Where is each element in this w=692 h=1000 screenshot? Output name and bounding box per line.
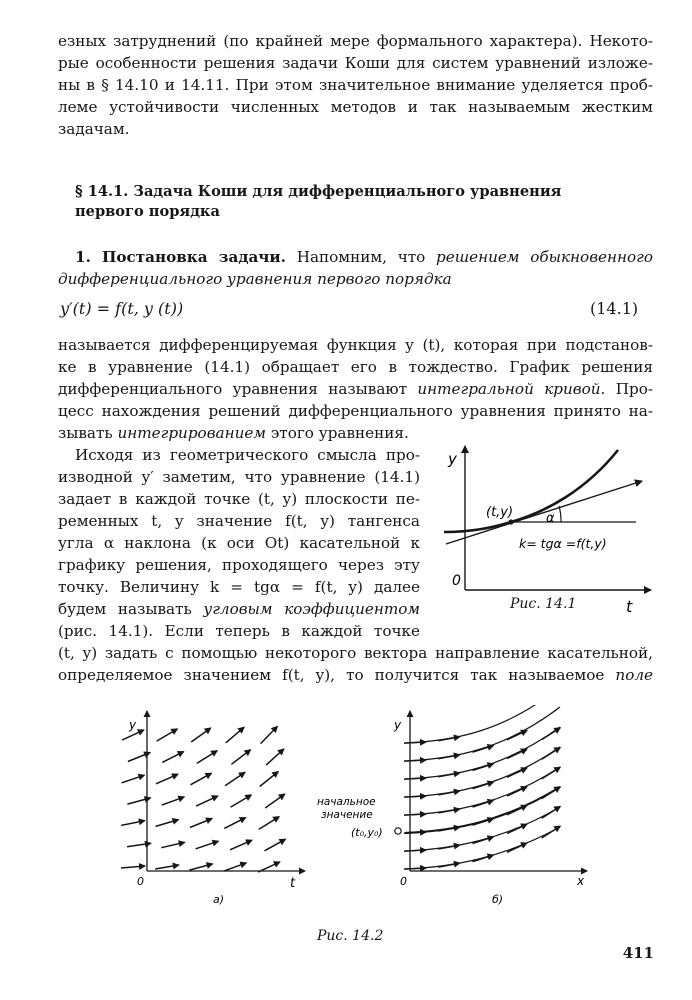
fig2b-integral-curve bbox=[405, 747, 560, 797]
para3-line-7: точку. Величину k = tgα = f(t, y) далее bbox=[58, 578, 420, 596]
para3-term-field: поле bbox=[615, 666, 653, 684]
fig2b-note-1: начальное bbox=[317, 796, 376, 808]
page-number: 411 bbox=[622, 944, 654, 962]
field-arrow bbox=[507, 805, 527, 814]
field-arrow bbox=[473, 837, 494, 844]
field-arrow bbox=[189, 864, 212, 870]
para3-line-4: ременных t, y значение f(t, y) тангенса bbox=[58, 512, 420, 530]
field-arrow bbox=[191, 773, 212, 785]
para3-line-5: угла α наклона (к оси Ot) касательной к bbox=[58, 534, 420, 552]
fig1-y-label: y bbox=[448, 450, 457, 468]
field-arrow bbox=[542, 747, 561, 759]
fig2-caption: Рис. 14.2 bbox=[317, 928, 384, 944]
field-arrow bbox=[404, 868, 426, 869]
fig2b-integral-curve bbox=[405, 707, 560, 761]
field-arrow bbox=[231, 795, 252, 807]
fig2b-integral-curve bbox=[405, 787, 560, 833]
section-title-line-1: § 14.1. Задача Коши для дифференциального уравнения bbox=[75, 183, 562, 200]
field-arrow bbox=[224, 818, 245, 829]
field-arrow bbox=[438, 845, 460, 849]
field-arrow bbox=[438, 755, 460, 759]
field-arrow bbox=[473, 746, 494, 753]
subsection-line-2 bbox=[58, 268, 653, 290]
fig1-t-label: t bbox=[626, 597, 633, 616]
intro-line-4: леме устойчивости численных методов и так называемым жестким bbox=[58, 98, 653, 116]
fig2a-x-label: t bbox=[290, 876, 296, 891]
field-arrow bbox=[266, 749, 284, 765]
fig1-point-marker bbox=[508, 519, 513, 524]
para2-line-3-b: Про- bbox=[605, 380, 653, 398]
field-arrow bbox=[156, 774, 178, 784]
figure-14-2a bbox=[115, 705, 315, 915]
fig2b-x-label: x bbox=[577, 874, 585, 888]
para2-line-5-b: этого уравнения. bbox=[265, 424, 409, 442]
field-arrow bbox=[155, 865, 179, 869]
para2-line-3-a: дифференциального уравнения называют bbox=[58, 380, 418, 398]
field-arrow bbox=[226, 727, 244, 743]
fig2b-note-2: значение bbox=[321, 809, 373, 821]
field-arrow bbox=[162, 752, 183, 763]
fig1-point-label: (t,y) bbox=[486, 505, 514, 520]
field-arrow bbox=[438, 773, 460, 777]
intro-line-1: езных затруднений (по крайней мере формального характера). Некото- bbox=[58, 32, 653, 50]
para2-line-4: цесс нахождения решений дифференциального уравнения принято на- bbox=[58, 402, 653, 420]
intro-line-5: задачам. bbox=[58, 120, 130, 138]
field-arrow bbox=[156, 820, 179, 827]
fig2b-integral-curve bbox=[405, 827, 560, 869]
field-arrow bbox=[162, 797, 185, 805]
field-arrow bbox=[196, 796, 218, 806]
field-arrow bbox=[507, 843, 527, 852]
field-arrow bbox=[507, 824, 527, 833]
field-arrow bbox=[265, 839, 286, 851]
para2-line-2: ке в уравнение (14.1) обращает его в тождество. График решения bbox=[58, 358, 653, 376]
field-arrow bbox=[259, 817, 279, 830]
subsection-italic-1: решением обыкновенного bbox=[436, 248, 653, 266]
para3-term-slope: угловым коэффициентом bbox=[203, 600, 420, 618]
para3-line-8 bbox=[58, 598, 420, 620]
field-arrow bbox=[404, 850, 426, 851]
field-arrow bbox=[122, 775, 145, 783]
field-arrow bbox=[161, 842, 184, 847]
field-arrow bbox=[260, 772, 279, 787]
para2-line-5-a: зывать bbox=[58, 424, 118, 442]
field-arrow bbox=[404, 778, 426, 779]
fig2a-y-label: y bbox=[129, 718, 137, 732]
field-arrow bbox=[438, 737, 460, 741]
fig2b-integral-curve bbox=[405, 767, 560, 815]
intro-line-3: ны в § 14.10 и 14.11. При этом значительное внимание уделяется проб- bbox=[58, 76, 653, 94]
fig2b-origin-label: 0 bbox=[400, 875, 407, 888]
para2-term-integral-curve: интегральной кривой. bbox=[417, 380, 606, 398]
field-arrow bbox=[507, 730, 527, 739]
field-arrow bbox=[191, 728, 211, 742]
para3-line-3: задает в каждой точке (t, y) плоскости пе- bbox=[58, 490, 420, 508]
field-arrow bbox=[542, 728, 561, 740]
fig2a-origin-label: 0 bbox=[137, 875, 144, 888]
intro-line-2: рые особенности решения задачи Коши для систем уравнений изложе- bbox=[58, 54, 653, 72]
field-arrow bbox=[265, 794, 285, 808]
field-arrow bbox=[507, 787, 527, 796]
field-arrow bbox=[404, 814, 426, 815]
field-arrow bbox=[542, 806, 561, 818]
field-arrow bbox=[473, 855, 494, 862]
fig2b-integral-curve bbox=[405, 727, 560, 779]
fig2b-initial-point bbox=[395, 828, 401, 834]
para2-line-1: называется дифференцируемая функция y (t), которая при подстанов- bbox=[58, 336, 653, 354]
field-arrow bbox=[190, 819, 212, 828]
fig1-formula: k= tgα =f(t,y) bbox=[519, 536, 607, 551]
field-arrow bbox=[231, 750, 250, 765]
fig2b-point-label: (t₀,y₀) bbox=[351, 826, 383, 839]
field-arrow bbox=[121, 866, 145, 868]
field-arrow bbox=[230, 840, 252, 850]
figure-14-2b bbox=[315, 705, 595, 915]
para3-line-8-a: будем называть bbox=[58, 600, 204, 618]
fig1-angle-label: α bbox=[546, 511, 555, 526]
fig1-caption: Рис. 14.1 bbox=[510, 596, 577, 612]
field-arrow bbox=[197, 751, 217, 764]
para3-line-11-a: определяемое значением f(t, y), то получится так называемое bbox=[58, 666, 616, 684]
fig1-origin-label: 0 bbox=[452, 573, 461, 589]
fig2b-y-label: y bbox=[394, 718, 402, 732]
field-arrow bbox=[261, 726, 278, 743]
fig2b-label: б) bbox=[492, 893, 504, 906]
field-arrow bbox=[507, 768, 527, 777]
fig2a-direction-field bbox=[121, 726, 286, 872]
equation-number: (14.1) bbox=[590, 299, 639, 318]
field-arrow bbox=[542, 767, 561, 779]
subsection-label: 1. Постановка задачи. bbox=[75, 248, 286, 266]
para3-line-6: графику решения, проходящего через эту bbox=[58, 556, 420, 574]
field-arrow bbox=[473, 782, 494, 789]
field-arrow bbox=[438, 809, 460, 813]
section-title-line-2: первого порядка bbox=[75, 203, 220, 220]
para2-term-integration: интегрированием bbox=[117, 424, 266, 442]
field-arrow bbox=[157, 729, 178, 741]
fig2b-direction-field bbox=[404, 705, 560, 869]
fig1-tangent-line bbox=[446, 481, 642, 544]
para3-line-1: Исходя из геометрического смысла про- bbox=[75, 446, 420, 464]
para3-line-11 bbox=[58, 664, 653, 686]
subsection-text: Напомним, что bbox=[285, 248, 437, 266]
field-arrow bbox=[225, 772, 245, 785]
para3-line-9: (рис. 14.1). Если теперь в каждой точке bbox=[58, 622, 420, 640]
para2-line-3 bbox=[58, 378, 653, 400]
field-arrow bbox=[404, 742, 426, 743]
fig1-integral-curve bbox=[444, 450, 618, 532]
fig2a-label: а) bbox=[213, 893, 225, 906]
field-arrow bbox=[404, 796, 426, 797]
field-arrow bbox=[542, 787, 561, 799]
field-arrow bbox=[121, 821, 145, 826]
field-arrow bbox=[438, 791, 460, 795]
field-arrow bbox=[196, 841, 219, 849]
field-arrow bbox=[404, 760, 426, 761]
subsection-italic-2: дифференциального уравнения первого порядка bbox=[58, 270, 452, 288]
para3-line-2: изводной y′ заметим, что уравнение (14.1) bbox=[58, 468, 420, 486]
fig2b-integral-curve bbox=[405, 705, 560, 743]
field-arrow bbox=[507, 749, 527, 758]
field-arrow bbox=[473, 800, 494, 807]
subsection-line-1 bbox=[75, 246, 653, 268]
fig1-angle-arc bbox=[559, 506, 561, 522]
field-arrow bbox=[473, 764, 494, 771]
field-arrow bbox=[542, 826, 561, 838]
para3-line-10: (t, y) задать с помощью некоторого вектора направление касательной, bbox=[58, 644, 653, 662]
field-arrow bbox=[473, 819, 494, 826]
field-arrow bbox=[438, 863, 460, 867]
equation-formula: y′(t) = f(t, y (t)) bbox=[60, 299, 184, 318]
field-arrow bbox=[224, 863, 247, 871]
